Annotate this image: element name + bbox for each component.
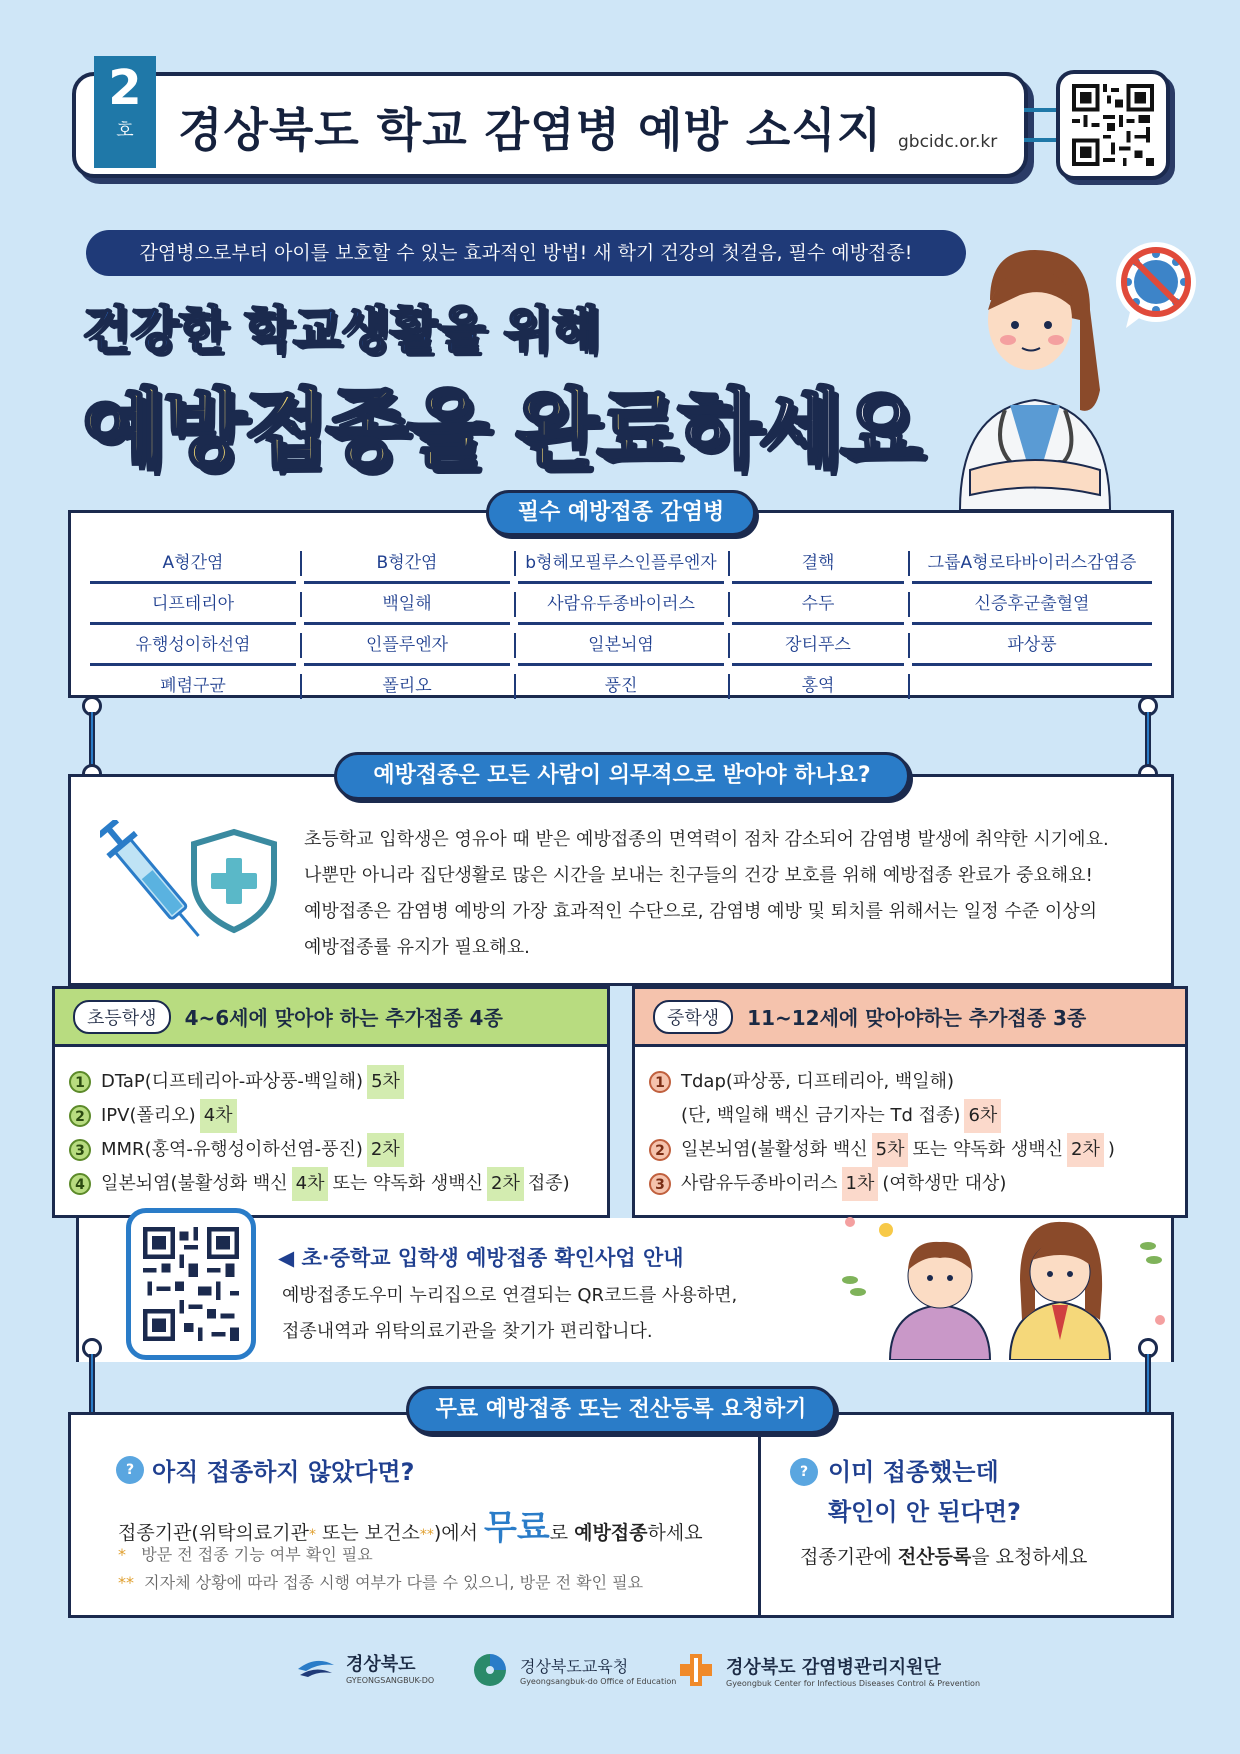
guide-line: 예방접종도우미 누리집으로 연결되는 QR코드를 사용하면, (282, 1285, 738, 1306)
hero-banner: 감염병으로부터 아이를 보호할 수 있는 효과적인 방법! 새 학기 건강의 첫걸음, 필수 예방접종! (86, 230, 966, 276)
elementary-tag: 초등학생 (73, 1000, 171, 1034)
gyeongbuk-logo (296, 1650, 434, 1685)
note-text: 방문 전 접종 기능 여부 확인 필요 (141, 1545, 373, 1564)
hero-headline-2 (82, 360, 921, 484)
elementary-title: 4~6세에 맞아야 하는 추가접종 4종 (184, 1006, 503, 1030)
education-office-emblem-icon (470, 1650, 510, 1690)
list-item (69, 1065, 607, 1099)
dose-badge: 5차 (872, 1133, 909, 1167)
list-item (69, 1167, 607, 1201)
number-badge: 3 (649, 1173, 671, 1195)
connector-rod (1145, 712, 1151, 768)
logo1-sub: GYEONGSANGBUK-DO (346, 1676, 435, 1685)
disease-cell: 홍역 (732, 666, 904, 707)
logo3-name: 경상북도 감염병관리지원단 (726, 1656, 941, 1678)
q1-text-c: )에서 (433, 1522, 484, 1544)
vaccination-info-title: 예방접종은 모든 사람이 의무적으로 받아야 하나요? (334, 752, 910, 800)
vaccine-end: ) (1107, 1139, 1115, 1160)
disease-cell: A형간염 (90, 543, 296, 584)
question-icon: ? (790, 1458, 818, 1486)
middle-tag: 중학생 (653, 1000, 733, 1034)
list-item (649, 1065, 1185, 1099)
vaccine-name: 일본뇌염(불활성화 백신 (681, 1139, 868, 1160)
header-connector (1024, 108, 1060, 142)
number-badge: 3 (69, 1139, 91, 1161)
dose-badge: 5차 (367, 1065, 404, 1099)
logo1-name: 경상북도 (346, 1654, 416, 1675)
disease-cell: 풍진 (518, 666, 724, 707)
question-icon: ? (116, 1456, 144, 1484)
info-line: 초등학교 입학생은 영유아 때 받은 예방접종의 면역력이 점차 감소되어 감염병 발생에 취약한 시기에요. (304, 829, 1109, 850)
vaccine-alt: 또는 약독화 생백신 (912, 1139, 1064, 1160)
q1-star: * (308, 1527, 316, 1543)
q2-title-line2: 확인이 안 된다면? (828, 1498, 1021, 1526)
cidc-cross-icon (676, 1650, 716, 1690)
middle-school-box (632, 986, 1188, 1218)
qr-code-icon (143, 1225, 239, 1343)
vaccine-name: IPV(폴리오) (101, 1105, 196, 1126)
issue-unit: 호 (116, 120, 134, 141)
q1-text-f: 하세요 (647, 1522, 703, 1544)
hero-text-please: 하세요 (677, 380, 921, 480)
number-badge: 2 (69, 1105, 91, 1127)
disease-cell: 파상풍 (912, 625, 1152, 666)
middle-title: 11~12세에 맞아야하는 추가접종 3종 (747, 1006, 1087, 1030)
number-badge: 1 (69, 1071, 91, 1093)
note-text: 지자체 상황에 따라 접종 시행 여부가 다를 수 있으니, 방문 전 확인 필요 (144, 1573, 644, 1592)
triangle-left-icon: ◀ (278, 1246, 302, 1270)
list-item (649, 1133, 1185, 1167)
disease-cell: 폐렴구균 (90, 666, 296, 707)
q1-text-b: 또는 보건소 (315, 1522, 420, 1544)
issue-number: 2 (108, 60, 142, 116)
vaccine-name: DTaP(디프테리아-파상풍-백일해) (101, 1071, 364, 1092)
not-vaccinated-title: 아직 접종하지 않았다면? (152, 1458, 415, 1486)
elementary-box (52, 986, 610, 1218)
already-vaccinated-heading (790, 1452, 1021, 1532)
hero-text-vaccination: 예방접종을 (82, 380, 516, 480)
disease-cell: 폴리오 (304, 666, 510, 707)
vaccine-name: 일본뇌염(불활성화 백신 (101, 1173, 288, 1194)
issue-tab (94, 56, 156, 168)
connector-rod (89, 712, 95, 768)
logo2-name: 경상북도교육청 (520, 1657, 629, 1676)
hero-text-complete: 완료 (515, 380, 678, 480)
disease-cell: 인플루엔자 (304, 625, 510, 666)
connector-rod (1145, 1354, 1151, 1420)
diseases-title: 필수 예방접종 감염병 (486, 490, 756, 536)
newsletter-title: 경상북도 학교 감염병 예방 소식지 (178, 103, 883, 157)
qr-guide-text (282, 1278, 737, 1350)
q2-text-b: 전산등록 (897, 1546, 972, 1568)
q2-text-a: 접종기관에 (800, 1546, 898, 1568)
vaccine-alt: 또는 약독화 생백신 (332, 1173, 484, 1194)
disease-cell: 디프테리아 (90, 584, 296, 625)
q1-text-e: 예방접종 (574, 1522, 648, 1544)
footnote-2 (118, 1570, 643, 1593)
doctor-illustration (930, 240, 1140, 510)
qr-code-icon (1070, 84, 1156, 166)
disease-cell: 일본뇌염 (518, 625, 724, 666)
dose-badge: 4차 (200, 1099, 237, 1133)
vaccination-info-text (304, 822, 1154, 966)
free-emphasis: 무료 (483, 1508, 550, 1548)
not-vaccinated-heading (116, 1452, 414, 1487)
gyeongbuk-emblem-icon (296, 1655, 336, 1681)
disease-cell: B형간염 (304, 543, 510, 584)
footnote-1 (118, 1542, 373, 1565)
middle-header (635, 989, 1185, 1047)
q2-text-c: 을 요청하세요 (971, 1546, 1088, 1568)
q1-text-a: 접종기관(위탁의료기관 (118, 1522, 309, 1544)
phone-qr-code[interactable] (126, 1208, 256, 1360)
vaccine-end: (여학생만 대상) (882, 1173, 1007, 1194)
disease-cell: 수두 (732, 584, 904, 625)
disease-cell: 유행성이하선염 (90, 625, 296, 666)
qr-guide-title-text: 초·중학교 입학생 예방접종 확인사업 안내 (301, 1246, 684, 1270)
disease-cell: 사람유두종바이러스 (518, 584, 724, 625)
info-line: 예방접종률 유지가 필요해요. (304, 937, 530, 958)
disease-cell: 장티푸스 (732, 625, 904, 666)
disease-cell: 신증후군출혈열 (912, 584, 1152, 625)
website-url[interactable]: gbcidc.or.kr (898, 132, 998, 152)
disease-cell (912, 666, 1152, 707)
guide-line: 접종내역과 위탁의료기관을 찾기가 편리합니다. (282, 1321, 653, 1342)
disease-cell: 결핵 (732, 543, 904, 584)
header-qr-code[interactable] (1056, 70, 1170, 180)
request-divider (758, 1412, 761, 1618)
dose-badge: 2차 (1067, 1133, 1104, 1167)
dose-badge: 6차 (964, 1099, 1001, 1133)
logo3-sub: Gyeongbuk Center for Infectious Diseases Control & Prevention (726, 1678, 981, 1688)
vaccine-name: MMR(홍역-유행성이하선염-풍진) (101, 1139, 363, 1160)
disease-cell: 그룹A형로타바이러스감염증 (912, 543, 1152, 584)
cidc-logo (676, 1650, 980, 1690)
disease-cell: b형헤모필루스인플루엔자 (518, 543, 724, 584)
list-item (649, 1167, 1185, 1201)
note-star: ** (118, 1573, 134, 1592)
q2-title-line1: 이미 접종했는데 (828, 1458, 999, 1486)
disease-cell: 백일해 (304, 584, 510, 625)
dose-badge: 2차 (487, 1167, 524, 1201)
logo2-sub: Gyeongsangbuk-do Office of Education (520, 1677, 677, 1686)
shield-icon (188, 828, 280, 934)
request-title: 무료 예방접종 또는 전산등록 요청하기 (406, 1386, 836, 1434)
dose-badge: 2차 (367, 1133, 404, 1167)
connector-rod (89, 1354, 95, 1420)
vaccine-end: 접종) (527, 1173, 570, 1194)
number-badge: 2 (649, 1139, 671, 1161)
list-item-continued (649, 1099, 1185, 1133)
list-item (69, 1133, 607, 1167)
info-line: 예방접종은 감염병 예방의 가장 효과적인 수단으로, 감염병 예방 및 퇴치를 위해서는 일정 수준 이상의 (304, 901, 1098, 922)
dose-badge: 1차 (842, 1167, 879, 1201)
number-badge: 4 (69, 1173, 91, 1195)
elementary-header (55, 989, 607, 1047)
vaccine-note: (단, 백일해 백신 금기자는 Td 접종) (681, 1105, 961, 1126)
registration-request-line (800, 1542, 1087, 1569)
vaccine-name: 사람유두종바이러스 (681, 1173, 838, 1194)
q1-text-d: 로 (549, 1522, 575, 1544)
note-star: * (118, 1545, 126, 1564)
q1-star: ** (419, 1527, 434, 1543)
info-line: 나뿐만 아니라 집단생활로 많은 시간을 보내는 친구들의 건강 보호를 위해 예방접종 완료가 중요해요! (304, 865, 1093, 886)
diseases-table (90, 543, 1150, 707)
dose-badge: 4차 (292, 1167, 329, 1201)
list-item (69, 1099, 607, 1133)
number-badge: 1 (649, 1071, 671, 1093)
qr-guide-title[interactable] (278, 1242, 684, 1272)
vaccine-name: Tdap(파상풍, 디프테리아, 백일해) (681, 1071, 955, 1092)
middle-list (635, 1047, 1185, 1201)
elementary-list (55, 1047, 607, 1201)
education-office-logo (470, 1650, 676, 1690)
students-illustration (830, 1210, 1170, 1360)
hero-headline-1: 건강한 학교생활을 위해 (82, 301, 600, 359)
